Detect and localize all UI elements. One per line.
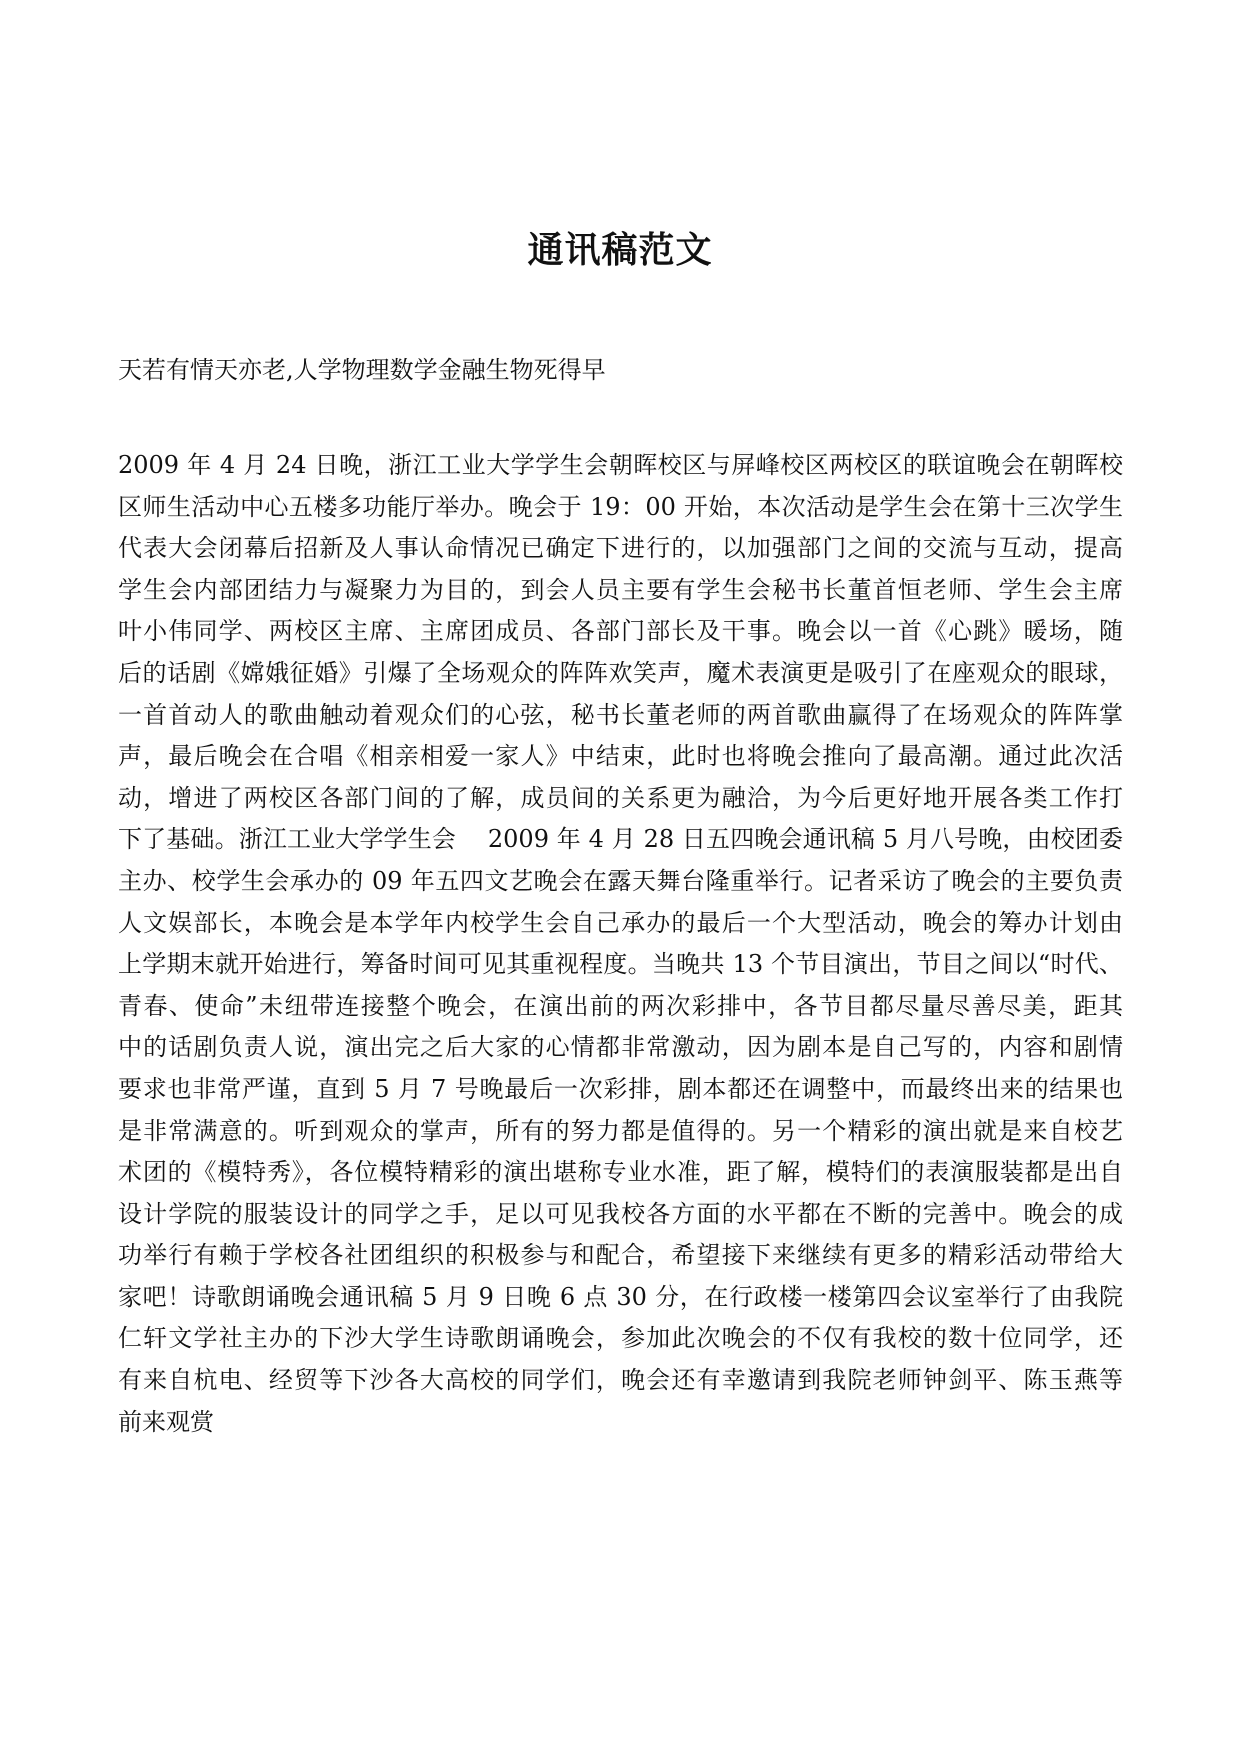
body-line: 术团的《模特秀》，各位模特精彩的演出堪称专业水准，距了解，模特们的表演服装都是出自 (118, 1158, 1123, 1187)
body-line: 人文娱部长，本晚会是本学年内校学生会自己承办的最后一个大型活动，晚会的筹办计划由 (118, 908, 1123, 937)
document-title: 通讯稿范文 (527, 229, 713, 271)
body-line: 后的话剧《嫦娥征婚》引爆了全场观众的阵阵欢笑声，魔术表演更是吸引了在座观众的眼球， (118, 658, 1123, 687)
document-body (118, 445, 1123, 1443)
body-line: 主办、校学生会承办的 09 年五四文艺晚会在露天舞台隆重举行。记者采访了晚会的主要负责 (118, 866, 1123, 895)
body-line: 设计学院的服装设计的同学之手，足以可见我校各方面的水平都在不断的完善中。晚会的成 (118, 1199, 1123, 1228)
body-line: 青春、使命”未纽带连接整个晚会，在演出前的两次彩排中，各节目都尽量尽善尽美，距其 (118, 991, 1123, 1020)
body-line: 动，增进了两校区各部门间的了解，成员间的关系更为融洽，为今后更好地开展各类工作打 (118, 783, 1123, 812)
body-line: 学生会内部团结力与凝聚力为目的，到会人员主要有学生会秘书长董首恒老师、学生会主席 (118, 575, 1123, 604)
body-line: 叶小伟同学、两校区主席、主席团成员、各部门部长及干事。晚会以一首《心跳》暖场，随 (118, 617, 1123, 646)
body-line: 功举行有赖于学校各社团组织的积极参与和配合，希望接下来继续有更多的精彩活动带给大 (118, 1241, 1123, 1270)
body-line: 有来自杭电、经贸等下沙各大高校的同学们，晚会还有幸邀请到我院老师钟剑平、陈玉燕等 (118, 1366, 1123, 1395)
body-line: 家吧！诗歌朗诵晚会通讯稿 5 月 9 日晚 6 点 30 分，在行政楼一楼第四会议室举行了由我院 (118, 1282, 1123, 1311)
body-line: 是非常满意的。听到观众的掌声，所有的努力都是值得的。另一个精彩的演出就是来自校艺 (118, 1116, 1123, 1145)
body-line: 中的话剧负责人说，演出完之后大家的心情都非常激动，因为剧本是自己写的，内容和剧情 (118, 1033, 1123, 1062)
body-line: 声，最后晚会在合唱《相亲相爱一家人》中结束，此时也将晚会推向了最高潮。通过此次活 (118, 742, 1123, 771)
body-line: 要求也非常严谨，直到 5 月 7 号晚最后一次彩排，剧本都还在调整中，而最终出来的结果也 (118, 1074, 1123, 1103)
body-line: 一首首动人的歌曲触动着观众们的心弦，秘书长董老师的两首歌曲赢得了在场观众的阵阵掌 (118, 700, 1123, 729)
body-line: 2009 年 4 月 24 日晚，浙江工业大学学生会朝晖校区与屏峰校区两校区的联谊晚会在朝晖校 (118, 451, 1123, 479)
body-line: 前来观赏 (118, 1407, 214, 1436)
body-line: 区师生活动中心五楼多功能厅举办。晚会于 19：00 开始，本次活动是学生会在第十三次学生 (118, 492, 1123, 521)
document-subtitle: 天若有情天亦老,人学物理数学金融生物死得早 (118, 356, 606, 384)
body-line: 上学期末就开始进行，筹备时间可见其重视程度。当晚共 13 个节目演出，节目之间以“时代、 (118, 950, 1123, 979)
body-line: 代表大会闭幕后招新及人事认命情况已确定下进行的，以加强部门之间的交流与互动，提高 (118, 534, 1123, 563)
body-line: 仁轩文学社主办的下沙大学生诗歌朗诵晚会，参加此次晚会的不仅有我校的数十位同学，还 (118, 1324, 1123, 1353)
body-line: 下了基础。浙江工业大学学生会 2009 年 4 月 28 日五四晚会通讯稿 5 月八号晚，由校团委 (118, 825, 1123, 854)
